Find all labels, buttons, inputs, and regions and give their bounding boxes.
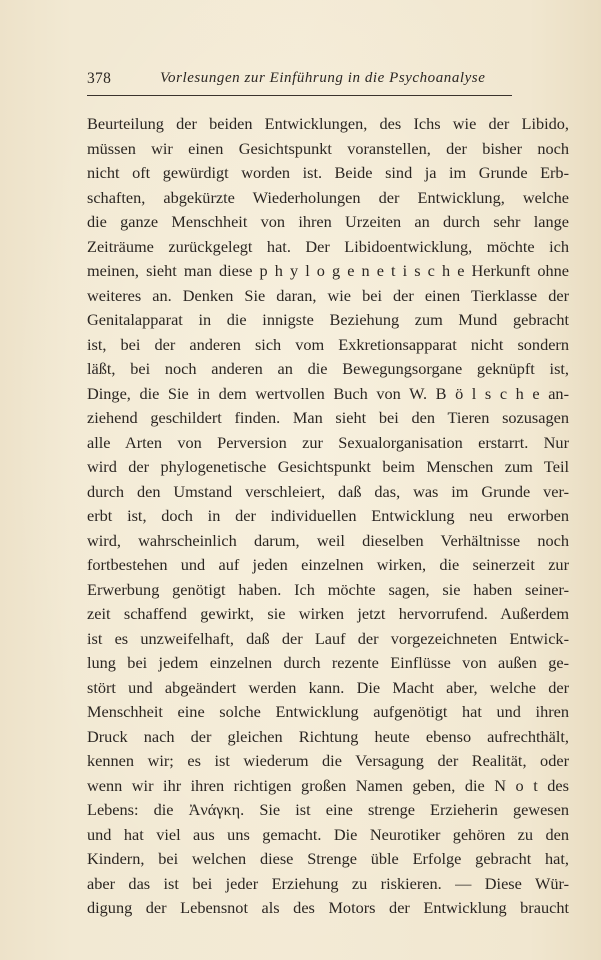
running-head [87, 70, 517, 92]
text-line: Beurteilung der beiden Entwicklungen, des Ichs wie der Libido, [87, 114, 569, 133]
body-text [87, 112, 569, 921]
text-line: Menschheit eine solche Entwicklung aufgenötigt hat und ihren [87, 702, 569, 721]
text-line: lung bei jedem einzelnen durch rezente Einflüsse von außen ge- [87, 653, 569, 672]
text-line: Genitalapparat in die innigste Beziehung zum Mund gebracht [87, 310, 569, 329]
text-line: durch den Umstand verschleiert, daß das, was im Grunde ver- [87, 481, 569, 501]
text-line: kennen wir; es ist wiederum die Versagung der Realität, oder [87, 751, 569, 770]
text-line: alle Arten von Perversion zur Sexualorganisation erstarrt. Nur [87, 432, 569, 452]
text-line: wird, wahrscheinlich darum, weil dieselben Verhältnisse noch [87, 530, 569, 550]
text-line: Dinge, die Sie in dem wertvollen Buch von W. B ö l s c h e an- [87, 383, 569, 403]
text-line: Zeiträume zurückgelegt hat. Der Libidoentwicklung, möchte ich [87, 236, 569, 256]
text-line: schaften, abgekürzte Wiederholungen der Entwicklung, welche [87, 187, 569, 207]
page-number: 378 [87, 70, 112, 87]
text-line: erbt ist, doch in der individuellen Entwicklung neu erworben [87, 506, 569, 525]
text-line: wird der phylogenetische Gesichtspunkt beim Menschen zum Teil [87, 457, 569, 476]
text-line: zeit schaffend gewirkt, sie wirken jetzt hervorrufend. Außerdem [87, 604, 569, 623]
text-line: meinen, sieht man diese p h y l o g e n e t i s c h e Herkunft ohne [87, 261, 569, 280]
text-line: ist, bei der anderen sich vom Exkretionsapparat nicht sondern [87, 334, 569, 354]
text-line: wenn wir ihr ihren richtigen großen Namen geben, die N o t des [87, 775, 569, 795]
text-line: ist es unzweifelhaft, daß der Lauf der vorgezeichneten Entwick- [87, 628, 569, 648]
text-line: Lebens: die Ἀνάγκη. Sie ist eine strenge Erzieherin gewesen [87, 800, 569, 819]
text-line: Druck nach der gleichen Richtung heute ebenso aufrechthält, [87, 726, 569, 746]
text-line: Kindern, bei welchen diese Strenge üble Erfolge gebracht hat, [87, 849, 569, 868]
text-line: digung der Lebensnot als des Motors der Entwicklung braucht [87, 898, 569, 917]
text-line: und hat viel aus uns gemacht. Die Neurotiker gehören zu den [87, 824, 569, 844]
text-line: aber das ist bei jeder Erziehung zu riskieren. — Diese Wür- [87, 873, 569, 893]
text-line: weiteres an. Denken Sie daran, wie bei der einen Tierklasse der [87, 285, 569, 305]
text-line: ziehend geschildert finden. Man sieht bei den Tieren sozusagen [87, 408, 569, 427]
running-title: Vorlesungen zur Einführung in die Psychoanalyse [160, 70, 486, 86]
text-line: läßt, bei noch anderen an die Bewegungsorgane geknüpft ist, [87, 359, 569, 378]
text-line: stört und abgeändert werden kann. Die Macht aber, welche der [87, 677, 569, 697]
header-rule [87, 95, 512, 96]
text-line: müssen wir einen Gesichtspunkt voranstellen, der bisher noch [87, 138, 569, 158]
text-line: nicht oft gewürdigt worden ist. Beide sind ja im Grunde Erb- [87, 163, 569, 182]
text-line: die ganze Menschheit von ihren Urzeiten an durch sehr lange [87, 212, 569, 231]
text-line: fortbestehen und auf jeden einzelnen wirken, die seinerzeit zur [87, 555, 569, 574]
text-line: Erwerbung genötigt haben. Ich möchte sagen, sie haben seiner- [87, 579, 569, 599]
